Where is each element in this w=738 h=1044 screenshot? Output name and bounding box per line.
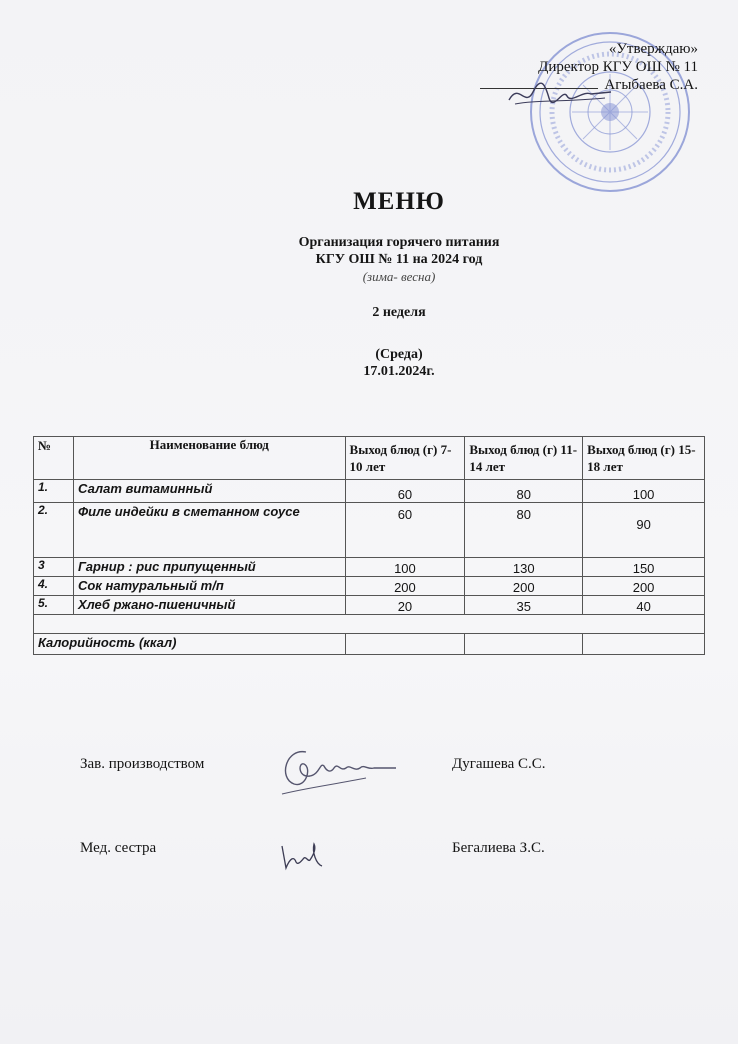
yield-15-18: 200 [583, 577, 705, 596]
season-label: (зима- весна) [362, 269, 436, 284]
weekday-label: (Среда) [375, 347, 423, 362]
approval-position: Директор КГУ ОШ № 11 [538, 59, 698, 75]
signature-row-production [80, 756, 546, 773]
date-label: 17.01.2024г. [363, 364, 435, 379]
table-row [34, 577, 705, 596]
row-number: 1. [34, 480, 74, 503]
table-row [34, 480, 705, 503]
row-number: 2. [34, 503, 74, 558]
table-row [34, 558, 705, 577]
title-block [0, 184, 738, 380]
signature-role: Мед. сестра [80, 840, 157, 856]
yield-7-10: 60 [345, 503, 465, 558]
dish-name: Салат витаминный [73, 480, 345, 503]
yield-15-18: 40 [583, 596, 705, 615]
header-dish-name: Наименование блюд [73, 437, 345, 480]
subtitle-line-2: КГУ ОШ № 11 на 2024 год [315, 252, 483, 267]
signature-name: Дугашева С.С. [452, 756, 546, 772]
signature-name: Бегалиева З.С. [452, 840, 545, 856]
yield-15-18: 100 [583, 480, 705, 503]
dish-name: Филе индейки в сметанном соусе [73, 503, 345, 558]
yield-7-10: 100 [345, 558, 465, 577]
document-title: МЕНЮ [353, 188, 445, 215]
yield-15-18: 150 [583, 558, 705, 577]
approval-heading: «Утверждаю» [608, 41, 698, 57]
subtitle-line-1: Организация горячего питания [298, 235, 500, 250]
header-yield-7-10: Выход блюд (г) 7-10 лет [345, 437, 465, 480]
calories-label: Калорийность (ккал) [34, 634, 346, 655]
production-manager-signature [276, 738, 400, 800]
table-empty-row [34, 615, 705, 634]
director-signature [505, 78, 615, 112]
table-header-row [34, 437, 705, 480]
dish-name: Сок натуральный т/п [73, 577, 345, 596]
yield-7-10: 20 [345, 596, 465, 615]
yield-11-14: 80 [465, 480, 583, 503]
signature-role: Зав. производством [80, 756, 205, 772]
header-yield-11-14: Выход блюд (г) 11-14 лет [465, 437, 583, 480]
yield-11-14: 80 [465, 503, 583, 558]
calories-11-14 [465, 634, 583, 655]
yield-11-14: 35 [465, 596, 583, 615]
empty-cell [34, 615, 705, 634]
header-yield-15-18: Выход блюд (г) 15-18 лет [583, 437, 705, 480]
table-row [34, 596, 705, 615]
signature-row-nurse [80, 840, 545, 857]
header-number: № [34, 437, 74, 480]
yield-11-14: 200 [465, 577, 583, 596]
table-row [34, 503, 705, 558]
director-name: Агыбаева С.А. [604, 77, 698, 93]
dish-name: Хлеб ржано-пшеничный [73, 596, 345, 615]
yield-7-10: 200 [345, 577, 465, 596]
dish-name: Гарнир : рис припущенный [73, 558, 345, 577]
yield-7-10: 60 [345, 480, 465, 503]
yield-15-18: 90 [583, 503, 705, 558]
row-number: 5. [34, 596, 74, 615]
calories-row [34, 634, 705, 655]
nurse-signature [276, 838, 326, 874]
week-label: 2 неделя [372, 305, 426, 320]
calories-7-10 [345, 634, 465, 655]
row-number: 4. [34, 577, 74, 596]
row-number: 3 [34, 558, 74, 577]
calories-15-18 [583, 634, 705, 655]
yield-11-14: 130 [465, 558, 583, 577]
menu-table [33, 436, 705, 655]
